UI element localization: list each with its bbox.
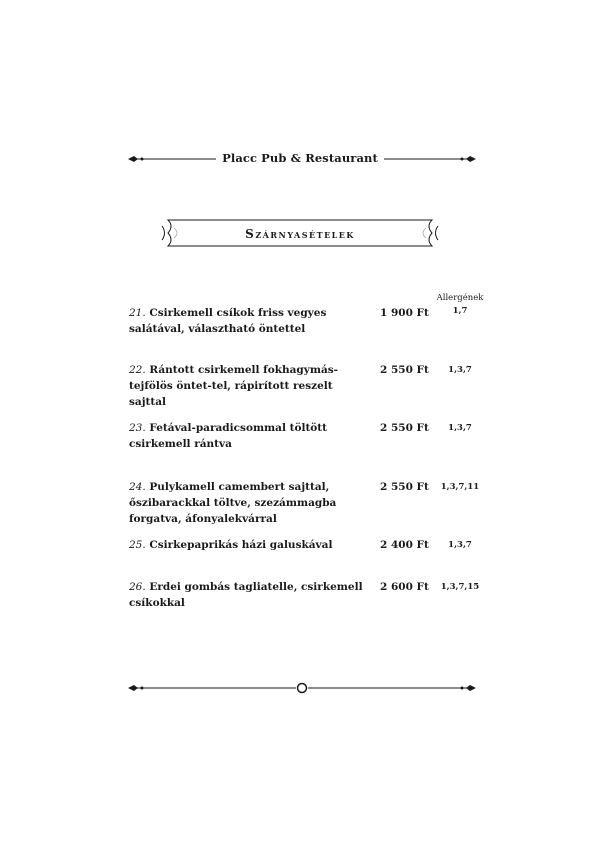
item-name-text: Csirkemell csíkok friss vegyes salátával, választható öntettel [129, 307, 327, 335]
item-name [129, 479, 369, 527]
item-number: 26. [129, 581, 146, 593]
item-allergens: 1,3,7,11 [440, 482, 480, 492]
item-name-text: Pulykamell camembert sajttal, őszibarackkal töltve, szezámmagba forgatva, áfonyalekvárral [129, 481, 337, 525]
item-name-text: Csirkepaprikás házi galuskával [149, 539, 333, 551]
item-price: 2 550 Ft [380, 364, 429, 376]
item-name [129, 420, 369, 452]
item-name [129, 362, 369, 410]
item-allergens: 1,3,7 [448, 540, 472, 550]
item-name [129, 305, 369, 337]
item-number: 22. [129, 364, 146, 376]
item-name-text: Fetával-paradicsommal töltött csirkemell rántva [129, 422, 328, 450]
item-allergens: 1,3,7 [448, 365, 472, 375]
restaurant-name: Placc Pub & Restaurant [0, 151, 600, 165]
item-name [129, 537, 369, 553]
item-number: 25. [129, 539, 146, 551]
item-price: 2 400 Ft [380, 539, 429, 551]
item-name-text: Rántott csirkemell fokhagymás-tejfölös öntet-tel, rápirított reszelt sajttal [129, 364, 339, 408]
item-allergens: 1,3,7,15 [440, 582, 480, 592]
item-allergens: 1,7 [452, 306, 468, 316]
section-title: Szárnyasételek [245, 227, 355, 241]
item-price: 2 550 Ft [380, 481, 429, 493]
item-number: 23. [129, 422, 146, 434]
item-number: 21. [129, 307, 146, 319]
item-name [129, 579, 389, 611]
item-number: 24. [129, 481, 146, 493]
item-allergens: 1,3,7 [448, 423, 472, 433]
item-price: 2 600 Ft [380, 581, 429, 593]
footer-ornament-rule [128, 681, 476, 695]
item-price: 2 550 Ft [380, 422, 429, 434]
item-price: 1 900 Ft [380, 307, 429, 319]
item-name-text: Erdei gombás tagliatelle, csirkemell csíkokkal [129, 581, 363, 609]
allergen-column-header: Allergének [436, 293, 484, 303]
